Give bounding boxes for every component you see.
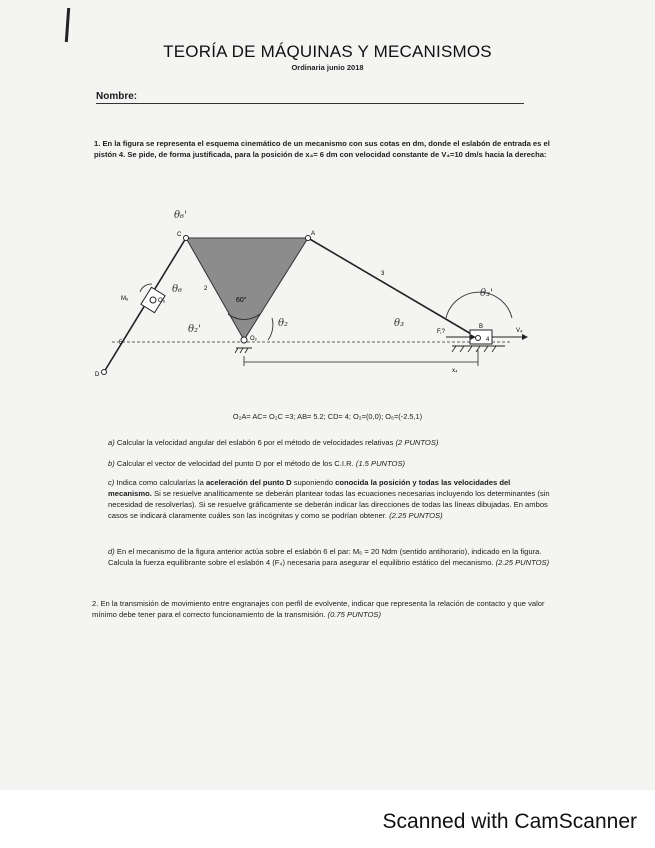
subquestion-c-bold: aceleración del punto D (205, 478, 292, 487)
label-angle: 60° (236, 297, 247, 304)
label-link3: 3 (381, 271, 385, 277)
joint-o6 (150, 297, 156, 303)
label-link2: 2 (204, 286, 208, 292)
question-2-text: En la transmisión de movimiento entre engranajes con perfil de evolvente, indicar que representa la relación de contacto y que valor mínimo debe tener para el correcto funcionamiento de la transmisión. (92, 599, 545, 619)
subquestion-a-text: Calcular la velocidad angular del eslabón 6 por el método de velocidades relativas (116, 438, 394, 447)
hand-theta6-top: θ₆' (174, 210, 187, 221)
exam-subtitle: Ordinaria junio 2018 (291, 63, 364, 72)
joint-b (476, 336, 481, 341)
subquestion-a-points: (2 PUNTOS) (395, 438, 439, 447)
subquestion-c-points: (2.25 PUNTOS) (389, 511, 443, 520)
joint-c (184, 236, 189, 241)
question-1-number: 1. (94, 139, 101, 148)
label-link5: 5 (119, 340, 123, 346)
exam-title: TEORÍA DE MÁQUINAS Y MECANISMOS (163, 42, 492, 61)
subquestion-d-label: d) (108, 547, 115, 556)
subquestion-c-label: c) (108, 478, 115, 487)
question-1-text: En la figura se representa el esquema cinemático de un mecanismo con sus cotas en dm, donde el eslabón de entrada es el pistón 4. Se pide, de forma justificada, para la posición de x₄= 6 dm con velocidad constante de V₄=10 dm/s hacia la derecha: (94, 139, 550, 159)
label-x4: x₄ (452, 368, 458, 374)
label-b: B (479, 324, 484, 330)
name-label: Nombre: (96, 91, 138, 102)
question-2-number: 2. (92, 599, 99, 608)
hand-theta2: θ₂ (278, 318, 289, 329)
question-2-points: (0.75 PUNTOS) (327, 610, 381, 619)
subquestion-d (108, 546, 556, 568)
joint-o2 (241, 337, 247, 343)
label-d: D (95, 372, 100, 378)
label-o2: O₂ (250, 336, 257, 342)
subquestion-d-text: En el mecanismo de la figura anterior actúa sobre el eslabón 6 el par: M₆ = 20 Ndm (sentido antihorario), indicado en la figura. Calcula la fuerza equilibrante sobre el eslabón 4 (F₄) necesaria para asegurar el equilibrio estático del mecanismo. (108, 547, 542, 567)
subquestion-b (108, 458, 556, 469)
scanner-watermark: Scanned with CamScanner (382, 810, 637, 833)
label-m6: M₆ (121, 296, 129, 302)
subquestion-d-points: (2.25 PUNTOS) (495, 558, 550, 567)
theta3-prime-arc (446, 292, 512, 318)
hand-theta3-prime: θ₃' (480, 288, 493, 299)
theta2-arc (268, 318, 273, 340)
label-c: C (177, 232, 182, 238)
subquestion-b-text: Calcular el vector de velocidad del punto D por el método de los C.I.R. (116, 459, 354, 468)
joint-a (306, 236, 311, 241)
subquestion-c-bold2: conocida la posición y todas las velocidades del mecanismo. (108, 478, 511, 498)
label-o6: O₆ (158, 298, 166, 304)
subquestion-c (108, 477, 556, 521)
question-2 (92, 598, 556, 620)
velocity-arrowhead (522, 334, 528, 340)
hand-theta2-prime: θ₂' (188, 324, 201, 335)
label-link4: 4 (486, 337, 490, 343)
figure-dimensions: O₂A= AC= O₂C =3; AB= 5.2; CD= 4; O₂=(0,0); O₆=(-2.5,1) (232, 412, 423, 421)
label-f4: F,? (437, 329, 446, 335)
hand-theta6: θ₆ (172, 284, 183, 295)
subquestion-a-label: a) (108, 438, 115, 447)
subquestion-c-text-before: Indica como calcularías la (116, 478, 204, 487)
joint-d (102, 370, 107, 375)
subquestion-b-label: b) (108, 459, 115, 468)
subquestion-b-points: (1.5 PUNTOS) (355, 459, 406, 468)
hand-theta3: θ₃ (394, 318, 405, 329)
subquestion-c-text-mid: suponiendo (293, 478, 334, 487)
subquestion-a (108, 437, 556, 448)
label-v4: V₄ (516, 328, 523, 334)
link-3 (308, 238, 478, 338)
label-a: A (311, 231, 316, 237)
subquestion-c-text-after: Si se resuelve analíticamente se deberán plantear todas las ecuaciones necesarias incluyendo los determinantes (sin necesidad de resolverlas). Si se resuelve gráficamente se deberán indicar las direcciones de todas las líneas dibujadas. En ambos casos se indicará claramente cuáles son las incógnitas y como se podrían obtener. (108, 489, 550, 520)
